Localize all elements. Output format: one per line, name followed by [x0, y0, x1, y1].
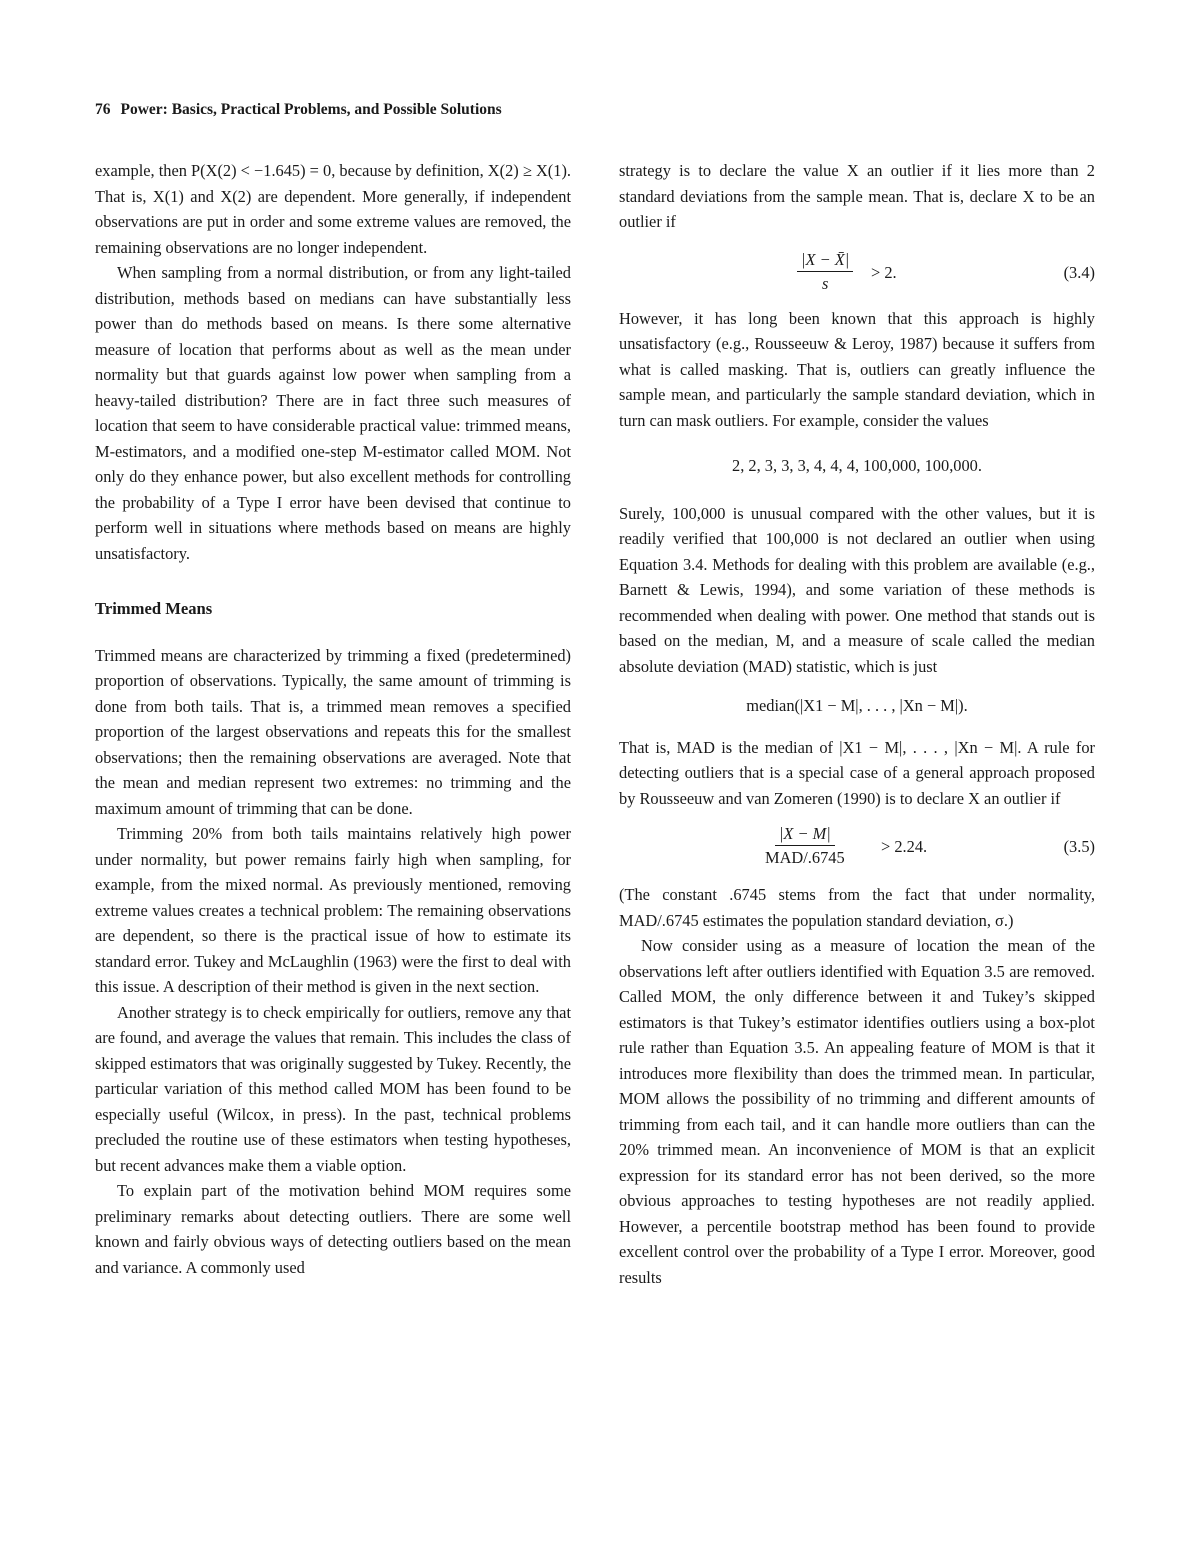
- paragraph: That is, MAD is the median of |X1 − M|, . . . , |Xn − M|. A rule for detecting outliers that is a special case of a general approach proposed by Rousseeuw and van Zomeren (1990) is to declare X an outlier if: [619, 737, 1095, 808]
- paragraph: Trimming 20% from both tails maintains relatively high power under normality, but power remains fairly high when sampling, for example, from the mixed normal. As previously mentioned, removing extreme values creates a technical problem: The remaining observations are dependent, so there is the practical issue of how to estimate its standard error. Tukey and McLaughlin (1963) were the first to deal with this issue. A description of their method is given in the next section.: [95, 824, 571, 996]
- fraction: [797, 248, 853, 296]
- paragraph: Another strategy is to check empirically for outliers, remove any that are found, and average the values that remain. This includes the class of skipped estimators that was originally suggested by Tukey. Recently, the particular variation of this method called MOM has been found to be especially useful (Wilcox, in press). In the past, technical problems precluded the routine use of these estimators when testing hypotheses, but recent advances make them a viable option.: [95, 1002, 571, 1175]
- paragraph: Surely, 100,000 is unusual compared with the other values, but it is readily verified that 100,000 is not declared an outlier when using Equation 3.4. Methods for dealing with this problem are available (e.g., Barnett & Lewis, 1994), and some variation of these methods is recommended when dealing with power. One method that stands out is based on the median, M, and a measure of scale called the median absolute deviation (MAD) statistic, which is just: [619, 503, 1095, 676]
- denominator: MAD/.6745: [765, 848, 845, 867]
- paragraph: When sampling from a normal distribution, or from any light-tailed distribution, methods based on medians can have substantially less power than do methods based on means. Is there some alternative measure of location that performs about as well as the mean under normality but that guards against low power when sampling from a heavy-tailed distribution? There are in fact three such measures of location that seem to have considerable practical value: trimmed means, M-estimators, and a modified one-step M-estimator called MOM. Not only do they enhance power, but also excellent methods for controlling the probability of a Type I error have been devised that continue to perform well in situations where methods based on means are highly unsatisfactory.: [95, 263, 571, 563]
- inequality-rhs: > 2.24.: [881, 837, 928, 856]
- paragraph: strategy is to declare the value X an outlier if it lies more than 2 standard deviations from the sample mean. That is, declare X to be an outlier if: [619, 161, 1095, 231]
- paragraph: To explain part of the motivation behind MOM requires some preliminary remarks about detecting outliers. There are some well known and fairly obvious ways of detecting outliers based on the mean and variance. A commonly used: [95, 1181, 571, 1277]
- left-column: [95, 158, 571, 1280]
- numerator: |X − M|: [775, 822, 835, 846]
- paragraph: However, it has long been known that this approach is highly unsatisfactory (e.g., Rousseeuw & Leroy, 1987) because it suffers from what is called masking. That is, outliers can greatly influence the sample mean, and particularly the sample standard deviation, which in turn can mask outliers. For example, consider the values: [619, 308, 1095, 430]
- numerator: |X − X̄|: [797, 248, 853, 272]
- equation-number: (3.4): [1063, 262, 1095, 282]
- inequality-rhs: > 2.: [871, 262, 897, 282]
- page-number: 76: [95, 101, 111, 118]
- equation-3-5: [619, 816, 1095, 874]
- fraction: [765, 822, 845, 870]
- equation-number: (3.5): [1063, 837, 1095, 856]
- mad-definition: median(|X1 − M|, . . . , |Xn − M|).: [746, 696, 968, 715]
- denominator: s: [821, 273, 829, 293]
- paragraph: Trimmed means are characterized by trimming a fixed (predetermined) proportion of observations. Typically, the same amount of trimming is done from both tails. That is, a trimmed mean removes a specified proportion of the largest observations and repeats this for the smallest observations; then the remaining observations are averaged. Note that the mean and median represent two extremes: no trimming and the maximum amount of trimming that can be done.: [95, 645, 571, 818]
- paragraph: example, then P(X(2) < −1.645) = 0, because by definition, X(2) ≥ X(1). That is, X(1) and X(2) are dependent. More generally, if independent observations are put in order and some extreme values are removed, the remaining observations are no longer independent.: [95, 161, 571, 257]
- paragraph: (The constant .6745 stems from the fact that under normality, MAD/.6745 estimates the population standard deviation, σ.): [619, 885, 1095, 930]
- paragraph: Now consider using as a measure of location the mean of the observations left after outliers identified with Equation 3.5 are removed. Called MOM, the only difference between it and Tukey’s skipped estimators is that Tukey’s estimator identifies outliers using a box-plot rule rather than Equation 3.5. An appealing feature of MOM is that it introduces more flexibility than does the trimmed mean. In particular, MOM allows the possibility of no trimming and different amounts of trimming from each tail, and it can handle more outliers than can the 20% trimmed mean. An inconvenience of MOM is that an explicit expression for its standard error has not been derived, so the more obvious approaches to testing hypotheses are not readily applied. However, a percentile bootstrap method has been found to provide excellent control over the probability of a Type I error. Moreover, good results: [619, 936, 1095, 1287]
- section-heading: Trimmed Means: [95, 599, 213, 618]
- right-column: [619, 158, 1095, 1290]
- equation-3-4: [619, 240, 1095, 298]
- running-title: Power: Basics, Practical Problems, and Possible Solutions: [120, 101, 502, 118]
- running-head: [95, 101, 502, 119]
- values-line: 2, 2, 3, 3, 3, 4, 4, 4, 100,000, 100,000.: [732, 456, 982, 475]
